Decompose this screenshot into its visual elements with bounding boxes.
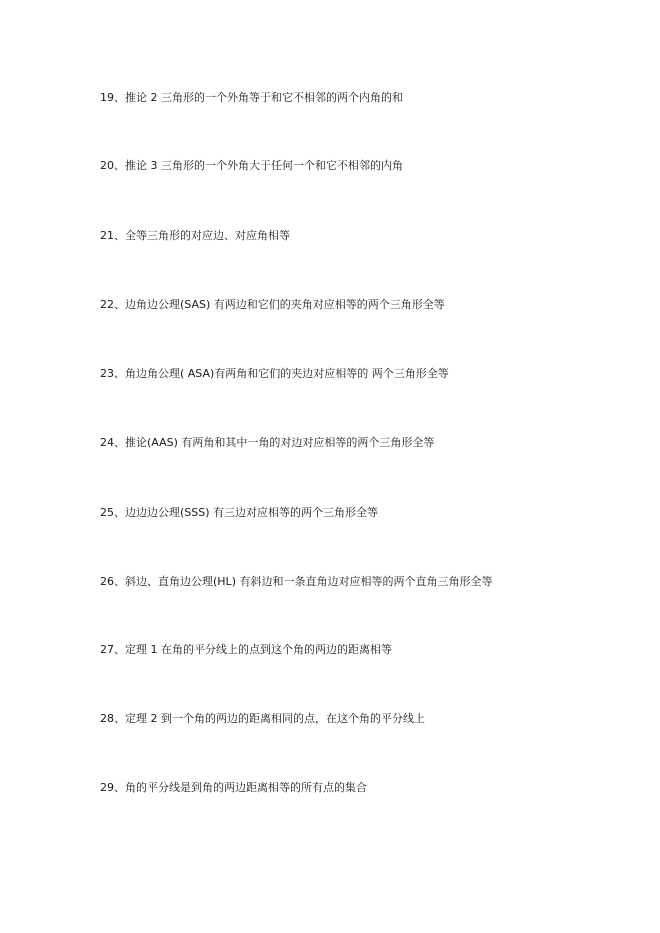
theorem-line-22: 22、边角边公理(SAS) 有两边和它们的夹角对应相等的两个三角形全等: [100, 298, 445, 311]
theorem-line-28: 28、定理 2 到一个角的两边的距离相同的点，在这个角的平分线上: [100, 712, 425, 725]
theorem-line-24: 24、推论(AAS) 有两角和其中一角的对边对应相等的两个三角形全等: [100, 436, 435, 449]
theorem-line-19: 19、推论 2 三角形的一个外角等于和它不相邻的两个内角的和: [100, 91, 403, 104]
theorem-line-27: 27、定理 1 在角的平分线上的点到这个角的两边的距离相等: [100, 643, 392, 656]
theorem-line-26: 26、斜边、直角边公理(HL) 有斜边和一条直角边对应相等的两个直角三角形全等: [100, 575, 493, 588]
theorem-line-21: 21、全等三角形的对应边、对应角相等: [100, 229, 290, 242]
theorem-line-29: 29、角的平分线是到角的两边距离相等的所有点的集合: [100, 781, 367, 794]
theorem-line-23: 23、角边角公理( ASA)有两角和它们的夹边对应相等的 两个三角形全等: [100, 367, 449, 380]
theorem-line-20: 20、推论 3 三角形的一个外角大于任何一个和它不相邻的内角: [100, 159, 403, 172]
theorem-line-25: 25、边边边公理(SSS) 有三边对应相等的两个三角形全等: [100, 506, 379, 519]
